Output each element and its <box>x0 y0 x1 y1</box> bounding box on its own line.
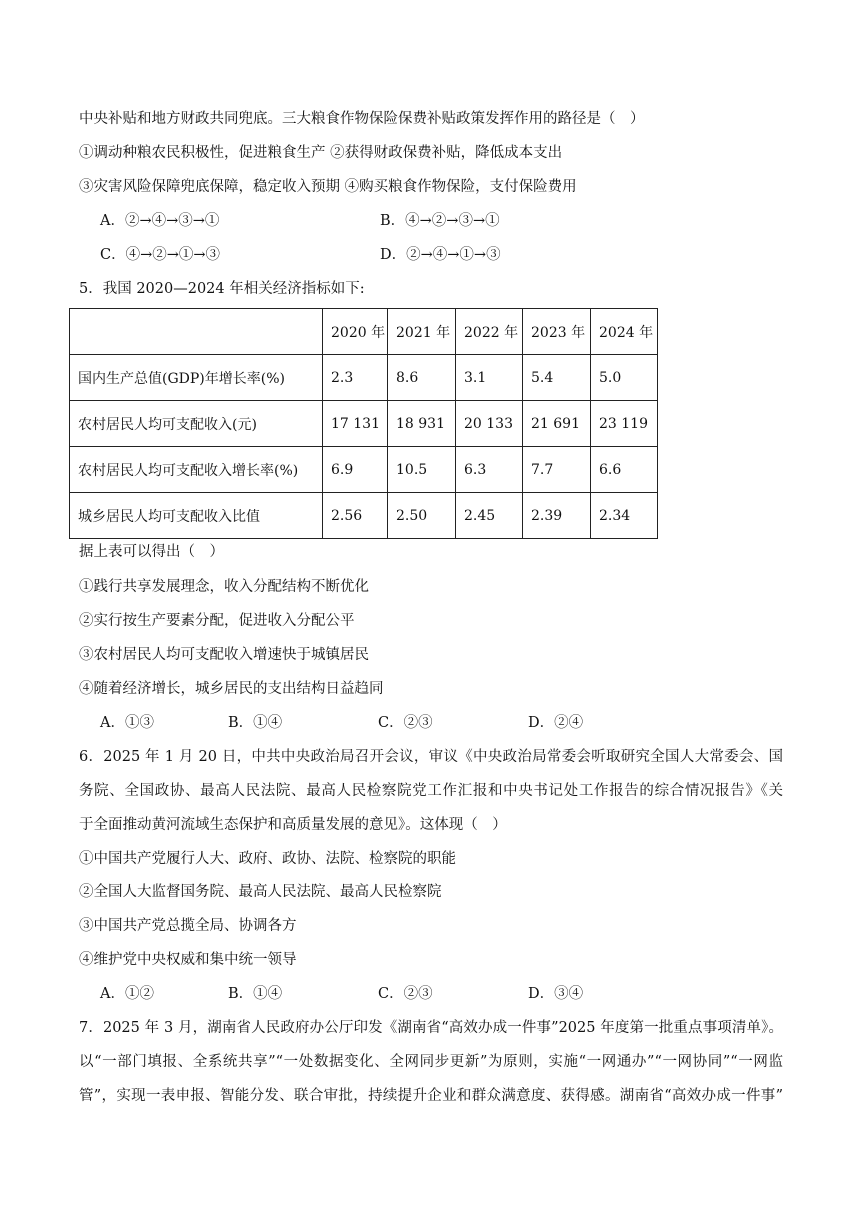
q5-item-2: ②实行按生产要素分配，促进收入分配公平 <box>79 613 355 629</box>
q7-stem-line-2: 以“一部门填报、全系统共享”“一处数据变化、全网同步更新”为原则，实施“一网通办”“一网协同”“一网监 <box>79 1054 783 1070</box>
q5-item-4: ④随着经济增长，城乡居民的支出结构日益趋同 <box>79 681 384 697</box>
q5-item-1: ①践行共享发展理念，收入分配结构不断优化 <box>79 579 369 595</box>
q5-stem: 5．我国 2020—2024 年相关经济指标如下: <box>79 281 365 297</box>
table-cell: 10.5 <box>388 447 456 493</box>
q5-prompt: 据上表可以得出（ ） <box>79 544 224 560</box>
table-cell: 2.56 <box>323 493 388 539</box>
q5-item-3: ③农村居民人均可支配收入增速快于城镇居民 <box>79 647 369 663</box>
table-cell: 20 133 <box>456 401 523 447</box>
table-cell: 2.45 <box>456 493 523 539</box>
table-row <box>70 447 658 493</box>
table-row-label: 农村居民人均可支配收入增长率(%) <box>70 447 323 493</box>
table-row-label: 城乡居民人均可支配收入比值 <box>70 493 323 539</box>
table-row <box>70 493 658 539</box>
table-cell: 2.34 <box>591 493 658 539</box>
q4-option-b: B．④→②→③→① <box>380 213 500 229</box>
q4-stem-tail: 中央补贴和地方财政共同兜底。三大粮食作物保险保费补贴政策发挥作用的路径是（ ） <box>79 111 645 127</box>
q6-stem-line-2: 务院、全国政协、最高人民法院、最高人民检察院党工作汇报和中央书记处工作报告的综合情况报告》《关 <box>79 783 783 799</box>
table-cell: 7.7 <box>523 447 591 493</box>
q4-items-1-2: ①调动种粮农民积极性，促进粮食生产 ②获得财政保费补贴，降低成本支出 <box>79 145 563 161</box>
q5-option-d: D．②④ <box>528 715 584 731</box>
table-cell: 5.4 <box>523 355 591 401</box>
table-cell: 18 931 <box>388 401 456 447</box>
q5-option-b: B．①④ <box>228 715 283 731</box>
q6-item-1: ①中国共产党履行人大、政府、政协、法院、检察院的职能 <box>79 851 456 867</box>
q6-item-2: ②全国人大监督国务院、最高人民法院、最高人民检察院 <box>79 884 442 900</box>
q6-option-b: B．①④ <box>228 986 283 1002</box>
table-cell: 2.3 <box>323 355 388 401</box>
q6-stem-line-1: 6．2025 年 1 月 20 日，中共中央政治局召开会议，审议《中央政治局常委会听取研究全国人大常委会、国 <box>79 749 783 765</box>
economic-indicators-table <box>69 308 658 539</box>
table-cell: 5.0 <box>591 355 658 401</box>
table-cell: 23 119 <box>591 401 658 447</box>
table-cell: 2.39 <box>523 493 591 539</box>
q6-stem-line-3: 于全面推动黄河流域生态保护和高质量发展的意见》。这体现（ ） <box>79 817 507 833</box>
table-cell: 17 131 <box>323 401 388 447</box>
table-header-cell <box>70 309 323 355</box>
table-cell: 6.9 <box>323 447 388 493</box>
q7-stem-line-1: 7．2025 年 3 月，湖南省人民政府办公厅印发《湖南省“高效办成一件事”2025 年度第一批重点事项清单》。 <box>79 1020 783 1036</box>
q4-option-d: D．②→④→①→③ <box>380 247 501 263</box>
q6-item-4: ④维护党中央权威和集中统一领导 <box>79 952 297 968</box>
table-cell: 6.3 <box>456 447 523 493</box>
table-header-row <box>70 309 658 355</box>
q6-option-d: D．③④ <box>528 986 584 1002</box>
table-cell: 6.6 <box>591 447 658 493</box>
table-header-cell: 2024 年 <box>591 309 658 355</box>
table-header-cell: 2022 年 <box>456 309 523 355</box>
q4-option-c: C．④→②→①→③ <box>100 247 221 263</box>
table-header-cell: 2020 年 <box>323 309 388 355</box>
q7-stem-line-3: 管”，实现一表申报、智能分发、联合审批，持续提升企业和群众满意度、获得感。湖南省“高效办成一件事” <box>79 1088 783 1104</box>
table-row-label: 国内生产总值(GDP)年增长率(%) <box>70 355 323 401</box>
table-header-cell: 2023 年 <box>523 309 591 355</box>
table-row <box>70 355 658 401</box>
table-cell: 21 691 <box>523 401 591 447</box>
q6-item-3: ③中国共产党总揽全局、协调各方 <box>79 918 297 934</box>
table-cell: 3.1 <box>456 355 523 401</box>
table-cell: 8.6 <box>388 355 456 401</box>
q5-option-a: A．①③ <box>100 715 154 731</box>
table-row-label: 农村居民人均可支配收入(元) <box>70 401 323 447</box>
q4-option-a: A．②→④→③→① <box>100 213 220 229</box>
q5-option-c: C．②③ <box>378 715 433 731</box>
table-header-cell: 2021 年 <box>388 309 456 355</box>
q4-items-3-4: ③灾害风险保障兜底保障，稳定收入预期 ④购买粮食作物保险，支付保险费用 <box>79 179 577 195</box>
table-row <box>70 401 658 447</box>
q6-option-c: C．②③ <box>378 986 433 1002</box>
table-cell: 2.50 <box>388 493 456 539</box>
q6-option-a: A．①② <box>100 986 154 1002</box>
